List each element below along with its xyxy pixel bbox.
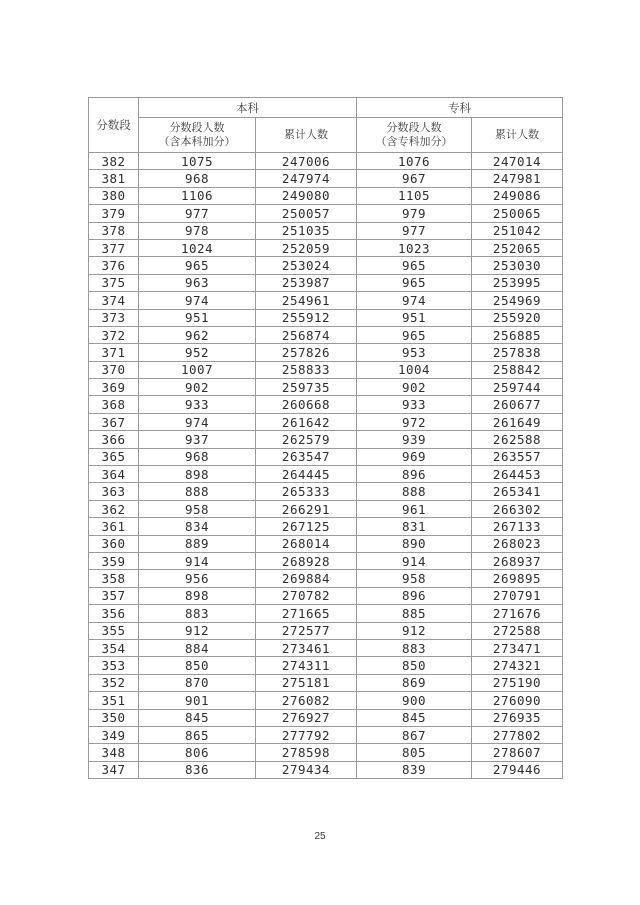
cell-benke-segment-count: 951: [139, 309, 256, 326]
table-row: [89, 552, 563, 569]
cell-score-segment: 347: [89, 761, 139, 778]
cell-benke-segment-count: 902: [139, 379, 256, 396]
header-zhuanke-cumulative: 累计人数: [472, 118, 563, 153]
cell-zhuanke-segment-count: 1004: [357, 361, 472, 378]
cell-benke-segment-count: 977: [139, 205, 256, 222]
cell-score-segment: 370: [89, 361, 139, 378]
cell-zhuanke-cumulative: 266302: [472, 500, 563, 517]
cell-zhuanke-cumulative: 268937: [472, 552, 563, 569]
cell-benke-cumulative: 256874: [256, 326, 357, 343]
cell-benke-cumulative: 262579: [256, 431, 357, 448]
cell-score-segment: 379: [89, 205, 139, 222]
cell-benke-segment-count: 888: [139, 483, 256, 500]
cell-benke-segment-count: 1075: [139, 153, 256, 170]
table-row: [89, 205, 563, 222]
cell-benke-segment-count: 914: [139, 552, 256, 569]
cell-zhuanke-cumulative: 256885: [472, 326, 563, 343]
table-row: [89, 361, 563, 378]
cell-benke-segment-count: 836: [139, 761, 256, 778]
cell-zhuanke-segment-count: 972: [357, 413, 472, 430]
table-row: [89, 570, 563, 587]
table-row: [89, 344, 563, 361]
cell-zhuanke-cumulative: 267133: [472, 518, 563, 535]
cell-zhuanke-segment-count: 977: [357, 222, 472, 239]
header-zhuanke-group: 专科: [357, 98, 563, 118]
cell-benke-segment-count: 965: [139, 257, 256, 274]
table-row: [89, 222, 563, 239]
cell-zhuanke-segment-count: 965: [357, 326, 472, 343]
cell-score-segment: 361: [89, 518, 139, 535]
cell-benke-segment-count: 912: [139, 622, 256, 639]
header-benke-segment-count-line1: 分数段人数: [169, 121, 225, 134]
cell-benke-cumulative: 247974: [256, 170, 357, 187]
cell-benke-cumulative: 260668: [256, 396, 357, 413]
cell-zhuanke-segment-count: 974: [357, 292, 472, 309]
cell-zhuanke-segment-count: 896: [357, 466, 472, 483]
cell-benke-cumulative: 250057: [256, 205, 357, 222]
cell-benke-cumulative: 257826: [256, 344, 357, 361]
table-row: [89, 483, 563, 500]
cell-score-segment: 369: [89, 379, 139, 396]
cell-zhuanke-cumulative: 277802: [472, 726, 563, 743]
cell-zhuanke-segment-count: 839: [357, 761, 472, 778]
table-row: [89, 466, 563, 483]
cell-score-segment: 367: [89, 413, 139, 430]
cell-score-segment: 348: [89, 744, 139, 761]
cell-zhuanke-segment-count: 969: [357, 448, 472, 465]
cell-score-segment: 353: [89, 657, 139, 674]
cell-score-segment: 375: [89, 274, 139, 291]
table-row: [89, 187, 563, 204]
cell-benke-segment-count: 968: [139, 448, 256, 465]
cell-benke-segment-count: 962: [139, 326, 256, 343]
table-row: [89, 657, 563, 674]
cell-score-segment: 358: [89, 570, 139, 587]
cell-benke-cumulative: 268928: [256, 552, 357, 569]
cell-score-segment: 381: [89, 170, 139, 187]
table-row: [89, 257, 563, 274]
cell-score-segment: 372: [89, 326, 139, 343]
cell-benke-cumulative: 267125: [256, 518, 357, 535]
cell-zhuanke-segment-count: 933: [357, 396, 472, 413]
cell-zhuanke-segment-count: 912: [357, 622, 472, 639]
cell-benke-cumulative: 266291: [256, 500, 357, 517]
cell-zhuanke-segment-count: 902: [357, 379, 472, 396]
cell-score-segment: 360: [89, 535, 139, 552]
cell-zhuanke-cumulative: 262588: [472, 431, 563, 448]
cell-benke-segment-count: 850: [139, 657, 256, 674]
cell-score-segment: 363: [89, 483, 139, 500]
cell-score-segment: 376: [89, 257, 139, 274]
cell-benke-cumulative: 247006: [256, 153, 357, 170]
table-row: [89, 500, 563, 517]
table-row: [89, 639, 563, 656]
table-row: [89, 692, 563, 709]
cell-zhuanke-cumulative: 257838: [472, 344, 563, 361]
cell-benke-cumulative: 273461: [256, 639, 357, 656]
cell-benke-segment-count: 806: [139, 744, 256, 761]
cell-benke-cumulative: 274311: [256, 657, 357, 674]
table-row: [89, 726, 563, 743]
cell-score-segment: 354: [89, 639, 139, 656]
cell-benke-cumulative: 277792: [256, 726, 357, 743]
table-row: [89, 448, 563, 465]
cell-zhuanke-cumulative: 272588: [472, 622, 563, 639]
table-header-sub-row: [89, 118, 563, 153]
table-row: [89, 709, 563, 726]
cell-score-segment: 373: [89, 309, 139, 326]
cell-zhuanke-segment-count: 914: [357, 552, 472, 569]
cell-score-segment: 364: [89, 466, 139, 483]
cell-zhuanke-cumulative: 275190: [472, 674, 563, 691]
cell-benke-segment-count: 958: [139, 500, 256, 517]
cell-zhuanke-cumulative: 276935: [472, 709, 563, 726]
cell-zhuanke-segment-count: 869: [357, 674, 472, 691]
cell-benke-segment-count: 963: [139, 274, 256, 291]
cell-benke-segment-count: 883: [139, 605, 256, 622]
table-row: [89, 761, 563, 778]
cell-zhuanke-cumulative: 251042: [472, 222, 563, 239]
cell-benke-segment-count: 937: [139, 431, 256, 448]
cell-benke-cumulative: 253987: [256, 274, 357, 291]
cell-benke-cumulative: 272577: [256, 622, 357, 639]
table-body: [89, 153, 563, 779]
cell-benke-segment-count: 978: [139, 222, 256, 239]
table-row: [89, 274, 563, 291]
cell-zhuanke-cumulative: 268023: [472, 535, 563, 552]
table-header-group-row: [89, 98, 563, 118]
cell-zhuanke-cumulative: 278607: [472, 744, 563, 761]
cell-benke-cumulative: 265333: [256, 483, 357, 500]
cell-zhuanke-segment-count: 888: [357, 483, 472, 500]
cell-benke-segment-count: 974: [139, 292, 256, 309]
cell-benke-segment-count: 1024: [139, 239, 256, 256]
cell-score-segment: 382: [89, 153, 139, 170]
cell-zhuanke-segment-count: 1076: [357, 153, 472, 170]
cell-zhuanke-cumulative: 269895: [472, 570, 563, 587]
cell-zhuanke-segment-count: 967: [357, 170, 472, 187]
cell-benke-segment-count: 884: [139, 639, 256, 656]
cell-zhuanke-cumulative: 270791: [472, 587, 563, 604]
cell-benke-segment-count: 898: [139, 466, 256, 483]
cell-benke-segment-count: 1007: [139, 361, 256, 378]
cell-zhuanke-cumulative: 249086: [472, 187, 563, 204]
table-row: [89, 744, 563, 761]
table-row: [89, 239, 563, 256]
cell-score-segment: 350: [89, 709, 139, 726]
cell-score-segment: 377: [89, 239, 139, 256]
cell-benke-cumulative: 269884: [256, 570, 357, 587]
cell-benke-segment-count: 933: [139, 396, 256, 413]
cell-benke-segment-count: 974: [139, 413, 256, 430]
cell-benke-cumulative: 279434: [256, 761, 357, 778]
cell-zhuanke-segment-count: 896: [357, 587, 472, 604]
page-number: 25: [314, 831, 326, 842]
table-row: [89, 587, 563, 604]
cell-zhuanke-segment-count: 867: [357, 726, 472, 743]
cell-zhuanke-segment-count: 961: [357, 500, 472, 517]
cell-benke-cumulative: 270782: [256, 587, 357, 604]
cell-benke-cumulative: 276082: [256, 692, 357, 709]
cell-zhuanke-cumulative: 258842: [472, 361, 563, 378]
cell-score-segment: 356: [89, 605, 139, 622]
cell-zhuanke-cumulative: 259744: [472, 379, 563, 396]
cell-benke-segment-count: 889: [139, 535, 256, 552]
table-row: [89, 396, 563, 413]
cell-zhuanke-cumulative: 279446: [472, 761, 563, 778]
cell-zhuanke-segment-count: 951: [357, 309, 472, 326]
cell-zhuanke-cumulative: 264453: [472, 466, 563, 483]
table-row: [89, 535, 563, 552]
cell-benke-segment-count: 845: [139, 709, 256, 726]
cell-zhuanke-segment-count: 979: [357, 205, 472, 222]
cell-zhuanke-segment-count: 1023: [357, 239, 472, 256]
cell-benke-cumulative: 254961: [256, 292, 357, 309]
cell-zhuanke-cumulative: 271676: [472, 605, 563, 622]
cell-zhuanke-segment-count: 845: [357, 709, 472, 726]
cell-zhuanke-cumulative: 247981: [472, 170, 563, 187]
cell-score-segment: 357: [89, 587, 139, 604]
cell-benke-cumulative: 252059: [256, 239, 357, 256]
cell-zhuanke-cumulative: 274321: [472, 657, 563, 674]
cell-score-segment: 359: [89, 552, 139, 569]
cell-score-segment: 352: [89, 674, 139, 691]
cell-zhuanke-cumulative: 276090: [472, 692, 563, 709]
cell-zhuanke-cumulative: 273471: [472, 639, 563, 656]
cell-benke-cumulative: 264445: [256, 466, 357, 483]
header-benke-segment-count-line2: （含本科加分）: [158, 136, 236, 148]
cell-zhuanke-cumulative: 265341: [472, 483, 563, 500]
cell-benke-cumulative: 258833: [256, 361, 357, 378]
cell-benke-segment-count: 870: [139, 674, 256, 691]
cell-benke-cumulative: 271665: [256, 605, 357, 622]
cell-zhuanke-segment-count: 831: [357, 518, 472, 535]
table-row: [89, 622, 563, 639]
cell-benke-segment-count: 956: [139, 570, 256, 587]
header-zhuanke-segment-count-line1: 分数段人数: [386, 121, 442, 134]
cell-benke-segment-count: 901: [139, 692, 256, 709]
cell-zhuanke-cumulative: 247014: [472, 153, 563, 170]
table-row: [89, 379, 563, 396]
cell-benke-cumulative: 259735: [256, 379, 357, 396]
cell-zhuanke-cumulative: 255920: [472, 309, 563, 326]
cell-benke-cumulative: 278598: [256, 744, 357, 761]
header-score-segment: 分数段: [89, 98, 139, 153]
cell-benke-cumulative: 275181: [256, 674, 357, 691]
cell-zhuanke-segment-count: 883: [357, 639, 472, 656]
cell-zhuanke-segment-count: 805: [357, 744, 472, 761]
cell-zhuanke-segment-count: 885: [357, 605, 472, 622]
cell-score-segment: 365: [89, 448, 139, 465]
cell-score-segment: 371: [89, 344, 139, 361]
cell-score-segment: 362: [89, 500, 139, 517]
cell-zhuanke-segment-count: 958: [357, 570, 472, 587]
cell-score-segment: 366: [89, 431, 139, 448]
cell-benke-segment-count: 1106: [139, 187, 256, 204]
cell-benke-cumulative: 276927: [256, 709, 357, 726]
table-row: [89, 292, 563, 309]
table-row: [89, 518, 563, 535]
cell-score-segment: 349: [89, 726, 139, 743]
cell-zhuanke-segment-count: 850: [357, 657, 472, 674]
cell-benke-segment-count: 952: [139, 344, 256, 361]
cell-zhuanke-cumulative: 252065: [472, 239, 563, 256]
cell-zhuanke-cumulative: 253995: [472, 274, 563, 291]
cell-zhuanke-cumulative: 253030: [472, 257, 563, 274]
cell-benke-cumulative: 253024: [256, 257, 357, 274]
cell-zhuanke-segment-count: 1105: [357, 187, 472, 204]
cell-benke-segment-count: 898: [139, 587, 256, 604]
cell-score-segment: 380: [89, 187, 139, 204]
cell-zhuanke-segment-count: 965: [357, 257, 472, 274]
cell-score-segment: 374: [89, 292, 139, 309]
cell-benke-segment-count: 834: [139, 518, 256, 535]
cell-benke-cumulative: 251035: [256, 222, 357, 239]
cell-zhuanke-cumulative: 254969: [472, 292, 563, 309]
table-row: [89, 605, 563, 622]
cell-zhuanke-segment-count: 953: [357, 344, 472, 361]
table-row: [89, 170, 563, 187]
header-benke-segment-count: [139, 118, 256, 153]
header-zhuanke-segment-count: [357, 118, 472, 153]
table-row: [89, 431, 563, 448]
score-distribution-table: [88, 97, 563, 779]
cell-benke-cumulative: 263547: [256, 448, 357, 465]
table-row: [89, 153, 563, 170]
header-benke-cumulative: 累计人数: [256, 118, 357, 153]
cell-score-segment: 368: [89, 396, 139, 413]
header-zhuanke-segment-count-line2: （含专科加分）: [375, 136, 453, 148]
cell-score-segment: 355: [89, 622, 139, 639]
cell-zhuanke-segment-count: 939: [357, 431, 472, 448]
cell-benke-segment-count: 968: [139, 170, 256, 187]
header-benke-group: 本科: [139, 98, 357, 118]
cell-zhuanke-cumulative: 260677: [472, 396, 563, 413]
cell-zhuanke-cumulative: 250065: [472, 205, 563, 222]
cell-benke-segment-count: 865: [139, 726, 256, 743]
table-row: [89, 413, 563, 430]
cell-benke-cumulative: 268014: [256, 535, 357, 552]
cell-zhuanke-segment-count: 900: [357, 692, 472, 709]
table-row: [89, 326, 563, 343]
cell-zhuanke-segment-count: 965: [357, 274, 472, 291]
cell-zhuanke-cumulative: 263557: [472, 448, 563, 465]
cell-benke-cumulative: 249080: [256, 187, 357, 204]
cell-benke-cumulative: 255912: [256, 309, 357, 326]
cell-zhuanke-cumulative: 261649: [472, 413, 563, 430]
cell-zhuanke-segment-count: 890: [357, 535, 472, 552]
table-row: [89, 309, 563, 326]
cell-score-segment: 378: [89, 222, 139, 239]
cell-benke-cumulative: 261642: [256, 413, 357, 430]
table-row: [89, 674, 563, 691]
cell-score-segment: 351: [89, 692, 139, 709]
